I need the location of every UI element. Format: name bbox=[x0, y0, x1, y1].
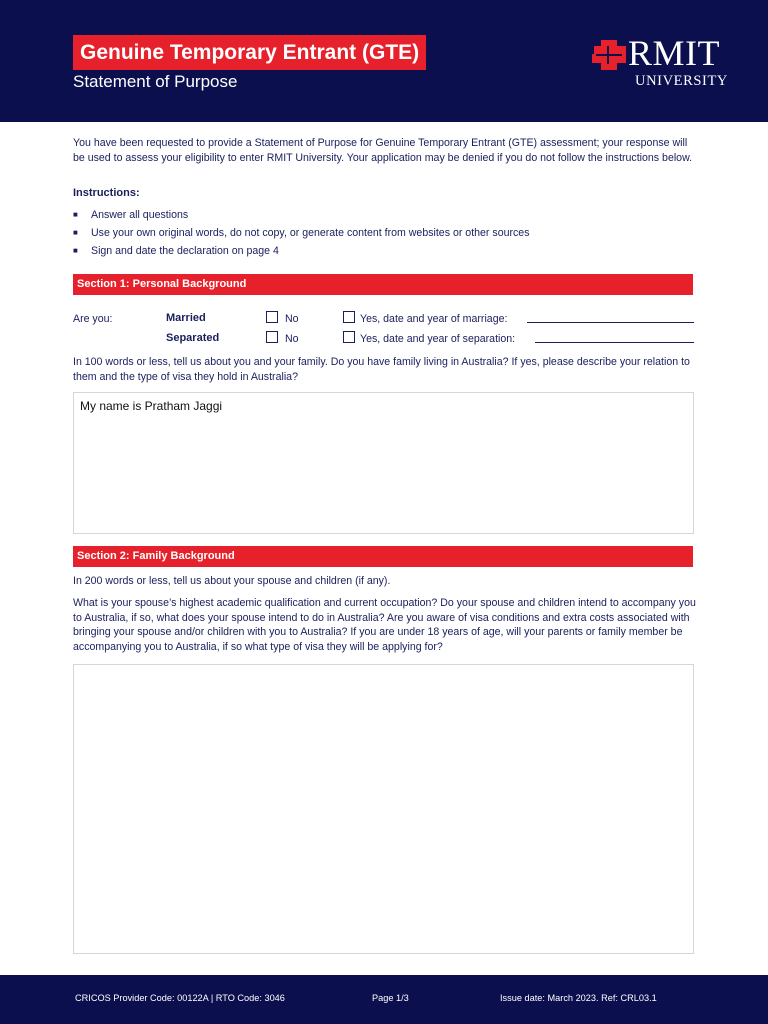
separated-label: Separated bbox=[166, 332, 220, 344]
section1-question: In 100 words or less, tell us about you and your family. Do you have family living in Australia? If yes, please describe your relation to them and the type of visa they hold in Australia? bbox=[73, 356, 690, 383]
married-yes-label: Yes, date and year of marriage: bbox=[360, 313, 508, 325]
page-footer bbox=[0, 975, 768, 1024]
list-item bbox=[73, 226, 530, 244]
instruction-text: Sign and date the declaration on page 4 bbox=[91, 245, 279, 257]
page-header bbox=[0, 0, 768, 122]
separated-no-checkbox[interactable] bbox=[266, 331, 278, 343]
footer-page-number: Page 1/3 bbox=[372, 993, 409, 1003]
married-no-label: No bbox=[285, 313, 299, 325]
instruction-text: Answer all questions bbox=[91, 209, 189, 221]
separated-yes-label: Yes, date and year of separation: bbox=[360, 333, 516, 345]
rmit-pixel-mark-icon bbox=[592, 40, 626, 70]
section1-header: Section 1: Personal Background bbox=[73, 274, 693, 295]
married-no-checkbox[interactable] bbox=[266, 311, 278, 323]
instructions-heading: Instructions: bbox=[73, 187, 140, 199]
separated-no-label: No bbox=[285, 333, 299, 345]
intro-paragraph: You have been requested to provide a Statement of Purpose for Genuine Temporary Entrant (GTE) assessment; your response will be used to assess your eligibility to enter RMIT University. Your application may be denied if you do not follow the instructions below. bbox=[73, 137, 693, 164]
are-you-label: Are you: bbox=[73, 313, 113, 325]
section1-answer-box[interactable] bbox=[73, 392, 694, 534]
footer-provider-codes: CRICOS Provider Code: 00122A | RTO Code: 3046 bbox=[75, 993, 285, 1003]
footer-issue-date: Issue date: March 2023. Ref: CRL03.1 bbox=[500, 993, 657, 1003]
section2-question-intro: In 200 words or less, tell us about your spouse and children (if any). bbox=[73, 575, 391, 587]
document-title: Genuine Temporary Entrant (GTE) bbox=[73, 35, 426, 70]
section2-header: Section 2: Family Background bbox=[73, 546, 693, 567]
section2-answer-box[interactable] bbox=[73, 664, 694, 954]
instructions-list bbox=[73, 208, 530, 262]
logo-wordmark: RMIT bbox=[628, 33, 720, 73]
square-bullet-icon: ■ bbox=[73, 228, 78, 237]
marriage-date-field[interactable] bbox=[527, 322, 694, 323]
section2-question: What is your spouse’s highest academic qualification and current occupation? Do your spouse and children intend to accompany you to Australia, if so, what does your spouse intend to do in Australia? Are you aware of visa conditions and extra costs associated with bringing your spouse and/or children with you to Australia? If you are under 18 years of age, will your parents or family member be accompanying you to Australia, if so what type of visa they will be applying for? bbox=[73, 597, 696, 653]
section1-answer-text: My name is Pratham Jaggi bbox=[80, 399, 223, 413]
instruction-text: Use your own original words, do not copy, or generate content from websites or other sources bbox=[91, 227, 530, 239]
married-yes-checkbox[interactable] bbox=[343, 311, 355, 323]
list-item bbox=[73, 244, 530, 262]
list-item bbox=[73, 208, 530, 226]
document-subtitle: Statement of Purpose bbox=[73, 72, 238, 91]
married-label: Married bbox=[166, 312, 206, 324]
logo-university: UNIVERSITY bbox=[635, 73, 728, 89]
square-bullet-icon: ■ bbox=[73, 246, 78, 255]
separated-yes-checkbox[interactable] bbox=[343, 331, 355, 343]
rmit-logo bbox=[592, 33, 738, 94]
separation-date-field[interactable] bbox=[535, 342, 694, 343]
square-bullet-icon: ■ bbox=[73, 210, 78, 219]
